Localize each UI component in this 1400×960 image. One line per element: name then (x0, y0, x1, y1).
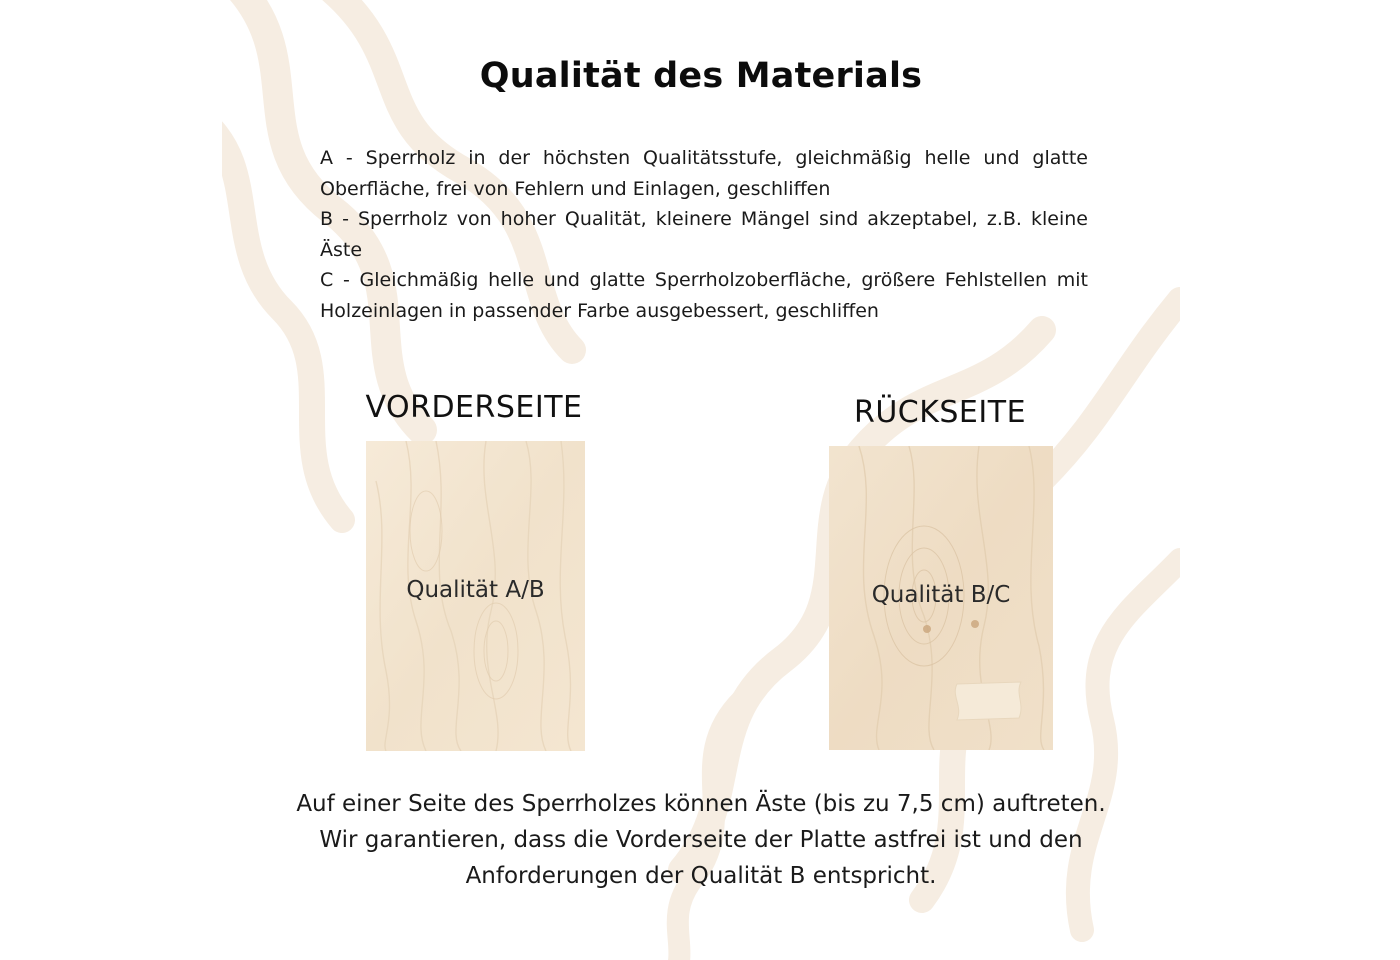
footer-note: Auf einer Seite des Sperrholzes können Äste (bis zu 7,5 cm) auftreten. Wir garantieren, dass die Vorderseite der Platte astfrei ist und den Anforderungen der Qualität B entspricht. (296, 791, 1106, 889)
page-title: Qualität des Materials (479, 56, 923, 96)
grade-c-description: C - Gleichmäßig helle und glatte Sperrholzoberfläche, größere Fehlstellen mit Holzeinlagen in passender Farbe ausgebessert, geschliffen (320, 269, 1088, 322)
front-plywood-sample (366, 441, 585, 751)
grade-descriptions (320, 143, 1088, 326)
grade-a-description: A - Sperrholz in der höchsten Qualitätsstufe, gleichmäßig helle und glatte Oberfläche, frei von Fehlern und Einlagen, geschliffen (320, 147, 1088, 200)
wood-inlay-patch (955, 682, 1021, 720)
content-panel (222, 0, 1180, 960)
back-quality-label: Qualität B/C (871, 582, 1011, 608)
knot-mark (971, 620, 979, 628)
back-plywood-sample (829, 446, 1053, 750)
back-side-heading: RÜCKSEITE (853, 395, 1027, 430)
knot-mark (923, 625, 931, 633)
front-quality-label: Qualität A/B (406, 577, 545, 603)
front-side-heading: VORDERSEITE (365, 390, 583, 425)
grade-b-description: B - Sperrholz von hoher Qualität, kleinere Mängel sind akzeptabel, z.B. kleine Äste (320, 208, 1088, 261)
